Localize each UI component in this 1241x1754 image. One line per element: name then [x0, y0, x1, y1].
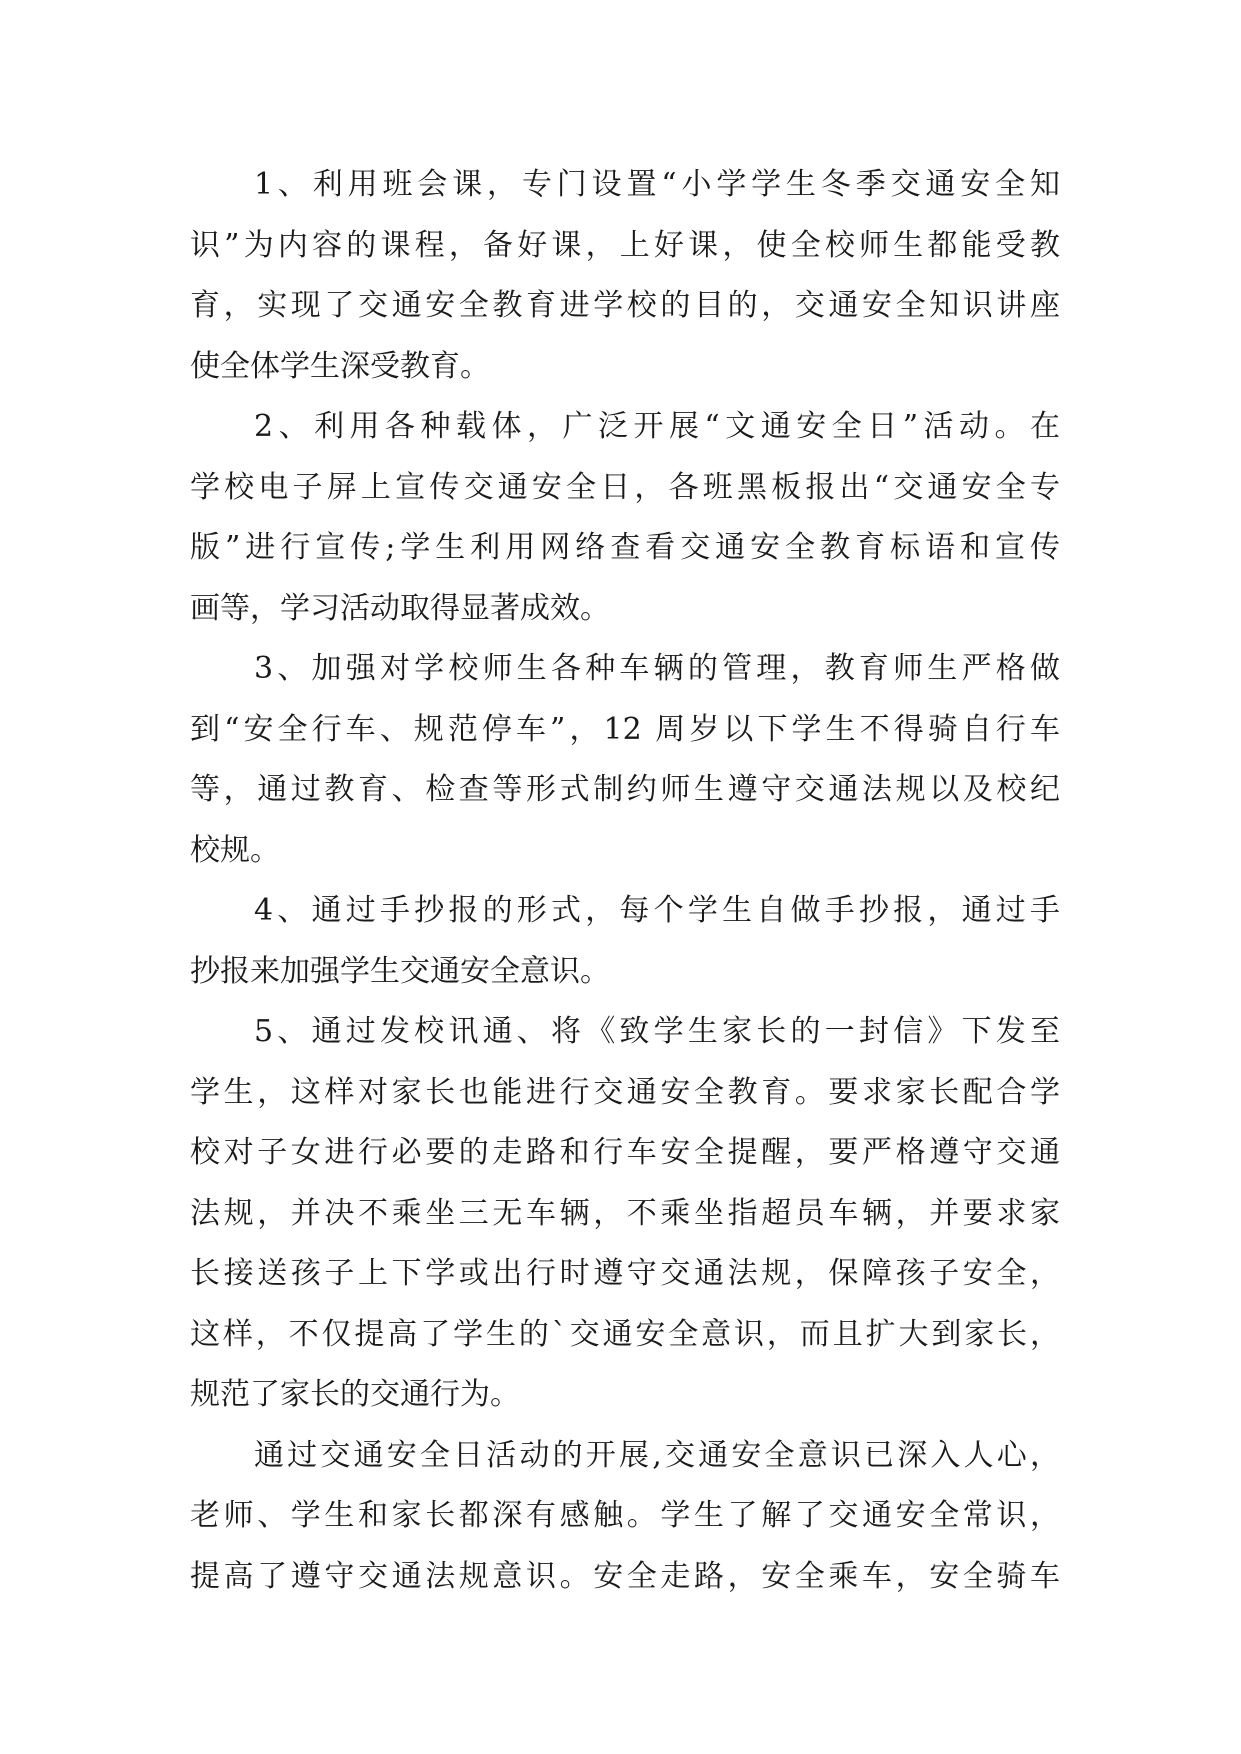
text-line: 识”为内容的课程，备好课，上好课，使全校师生都能受教: [190, 227, 1060, 263]
text-line: 到“安全行车、规范停车”，12 周岁以下学生不得骑自行车: [190, 711, 1060, 747]
text-line: 4、通过手抄报的形式，每个学生自做手抄报，通过手: [254, 893, 1060, 928]
text-line: 1、利用班会课，专门设置“小学学生冬季交通安全知: [254, 167, 1060, 202]
text-line: 校对子女进行必要的走路和行车安全提醒，要严格遵守交通: [190, 1135, 1060, 1170]
text-line: 画等，学习活动取得显著成效。: [190, 590, 610, 626]
text-line: 2、利用各种载体，广泛开展“文通安全日”活动。在: [254, 409, 1060, 444]
text-line: 校规。: [190, 832, 280, 868]
text-line: 长接送孩子上下学或出行时遵守交通法规，保障孩子安全，: [190, 1256, 1060, 1291]
text-line: 抄报来加强学生交通安全意识。: [190, 953, 610, 989]
text-line: 法规，并决不乘坐三无车辆，不乘坐指超员车辆，并要求家: [190, 1195, 1060, 1231]
text-line: 版”进行宣传;学生利用网络查看交通安全教育标语和宣传: [190, 530, 1060, 565]
text-line: 育，实现了交通安全教育进学校的目的，交通安全知识讲座: [190, 288, 1060, 323]
text-line: 使全体学生深受教育。: [190, 348, 490, 384]
text-line: 3、加强对学校师生各种车辆的管理，教育师生严格做: [254, 651, 1060, 686]
text-line: 学生，这样对家长也能进行交通安全教育。要求家长配合学: [190, 1074, 1060, 1110]
text-line: 提高了遵守交通法规意识。安全走路，安全乘车，安全骑车: [190, 1558, 1060, 1594]
text-line: 等，通过教育、检查等形式制约师生遵守交通法规以及校纪: [190, 772, 1060, 807]
text-line: 学校电子屏上宣传交通安全日，各班黑板报出“交通安全专: [190, 469, 1060, 505]
text-line: 老师、学生和家长都深有感触。学生了解了交通安全常识，: [190, 1498, 1060, 1533]
text-line: 通过交通安全日活动的开展,交通安全意识已深入人心，: [254, 1437, 1060, 1473]
text-line: 5、通过发校讯通、将《致学生家长的一封信》下发至: [254, 1014, 1060, 1049]
document-body: [190, 155, 1060, 1607]
text-line: 规范了家长的交通行为。: [190, 1377, 520, 1412]
text-line: 这样，不仅提高了学生的`交通安全意识，而且扩大到家长，: [190, 1316, 1060, 1352]
